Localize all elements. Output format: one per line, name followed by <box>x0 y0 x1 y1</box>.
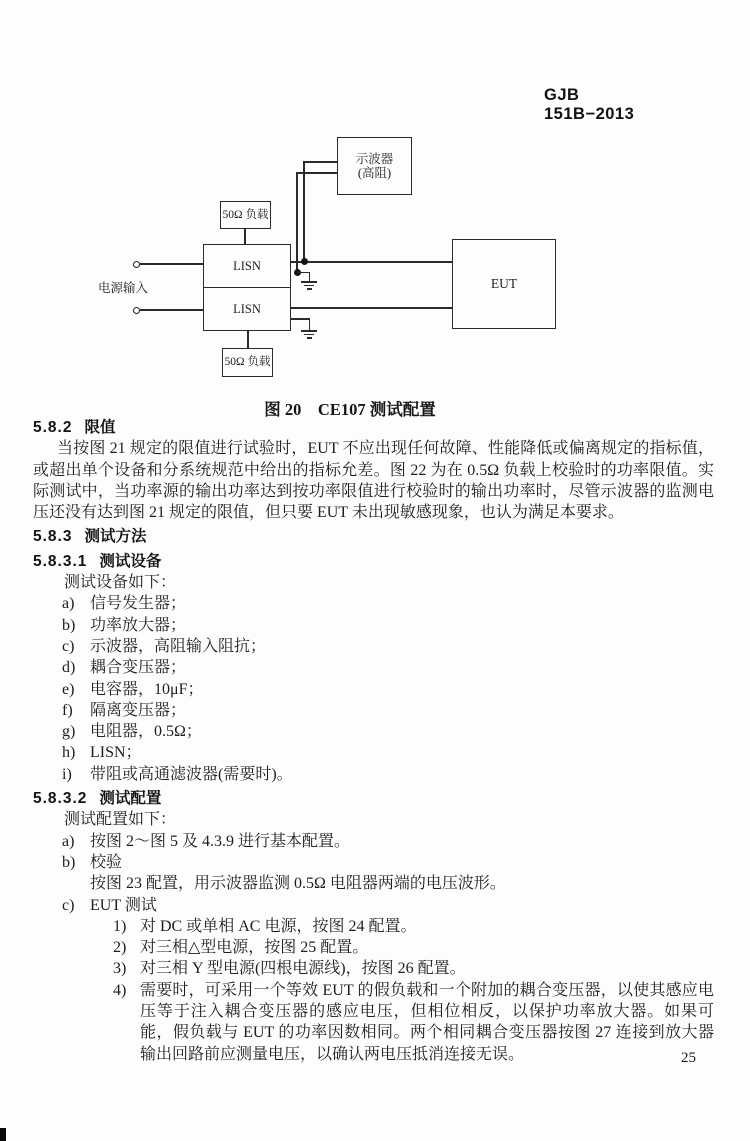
item-b-title: 校验 <box>90 853 123 871</box>
wire-lisn-eut-bottom <box>291 307 452 309</box>
list-label: a) <box>62 595 75 613</box>
list-text: 隔离变压器； <box>90 701 187 719</box>
list-item <box>33 700 714 721</box>
list-item <box>33 852 714 895</box>
sub-list-item <box>33 980 714 1065</box>
list-label: a) <box>62 832 75 850</box>
wire-ground2-h <box>291 318 310 320</box>
sub-list-text: 对三相 Y 型电源(四根电源线)，按图 26 配置。 <box>140 960 466 978</box>
load-bottom-label: 50Ω 负载 <box>224 356 271 368</box>
wire-load-bottom-stem <box>247 330 249 348</box>
wire-load-top-stem <box>244 229 246 244</box>
list-label: f) <box>62 701 73 719</box>
lisn-top-box <box>203 244 291 288</box>
ground2-icon <box>301 330 317 332</box>
heading-number: 5.8.3 <box>33 528 73 546</box>
list-item <box>33 764 714 785</box>
list-text: LISN； <box>90 744 142 762</box>
list-text: 示波器，高阻输入阻抗； <box>90 637 267 655</box>
heading-title: 限值 <box>84 419 116 436</box>
sub-list-item <box>33 937 714 958</box>
wire-scope-h1 <box>303 161 337 163</box>
oscilloscope-box <box>337 137 412 195</box>
list-item <box>33 831 714 852</box>
list-text <box>90 852 714 895</box>
heading-5-8-3-1 <box>33 551 714 572</box>
paragraph-5-8-2: 当按图 21 规定的限值进行试验时，EUT 不应出现任何故障、性能降低或偏离规定的指标值，或超出单个设备和分系统规范中给出的指标允差。图 22 为在 0.5Ω 负载上校验时的功率限值。实际测试中，当功率源的输出功率达到按功率限值进行校验时的输出功率时，尽管示波器的监测电压还没有达到图 21 规定的限值，但只要 EUT 未出现敏感现象，也认为满足本要求。 <box>33 440 714 522</box>
equipment-intro: 测试设备如下： <box>64 574 177 592</box>
heading-5-8-3-2 <box>33 788 714 809</box>
wire-scope-h2 <box>296 172 337 174</box>
sub-list-text: 对 DC 或单相 AC 电源，按图 24 配置。 <box>140 917 417 935</box>
sub-list-label: 2) <box>113 939 127 957</box>
sub-list-label: 1) <box>113 917 127 935</box>
page-number: 25 <box>681 1050 696 1066</box>
wire-scope-v2 <box>296 172 298 271</box>
list-text: 信号发生器； <box>90 595 187 613</box>
heading-number: 5.8.3.1 <box>33 552 88 570</box>
list-item <box>33 636 714 657</box>
list-label: b) <box>62 616 76 634</box>
lisn-bottom-label: LISN <box>233 301 261 316</box>
list-label: h) <box>62 744 76 762</box>
figure-caption: 图 20 CE107 测试配置 <box>264 400 436 419</box>
junction-dot-top <box>301 258 308 265</box>
sub-list-item <box>33 958 714 979</box>
list-text: 功率放大器； <box>90 616 187 634</box>
load-top-box <box>220 201 271 229</box>
list-label: g) <box>62 723 76 741</box>
list-text: 电容器，10μF； <box>90 680 204 698</box>
heading-number: 5.8.3.2 <box>33 790 88 808</box>
sub-list-text: 需要时，可采用一个等效 EUT 的假负载和一个附加的耦合变压器，以使其感应电压等于注入耦合变压器的感应电压，但相位相反，以保护功率放大器。如果可能，假负载与 EUT 的功率因数相同。两个相同耦合变压器按图 27 连接到放大器输出回路前应测量电压，以确认两电压抵消连接无误。 <box>140 981 714 1063</box>
wire-lisn-eut-top <box>291 261 452 263</box>
sub-list-label: 4) <box>113 981 127 999</box>
power-input-label: 电源输入 <box>98 281 149 295</box>
list-item <box>33 742 714 763</box>
list-label: d) <box>62 659 76 677</box>
wire-input-bottom <box>140 309 203 311</box>
lisn-bottom-box <box>203 287 291 331</box>
oscilloscope-label-line2: (高阻) <box>357 166 392 180</box>
list-item <box>33 657 714 678</box>
ground2-bar2 <box>304 334 314 336</box>
scan-artifact <box>0 1128 6 1141</box>
wire-input-top <box>140 263 203 265</box>
load-top-label: 50Ω 负载 <box>222 208 269 221</box>
sub-list-text: 对三相△型电源，按图 25 配置。 <box>140 939 369 957</box>
list-item <box>33 895 714 916</box>
list-item <box>33 679 714 700</box>
heading-5-8-3 <box>33 526 714 547</box>
heading-title: 测试设备 <box>99 552 162 570</box>
list-label: e) <box>62 680 75 698</box>
body-text <box>33 417 714 1065</box>
terminal-circle-bottom <box>133 307 140 314</box>
wire-ground1-v <box>309 272 311 282</box>
eut-label: EUT <box>490 276 518 291</box>
heading-number: 5.8.2 <box>33 419 73 436</box>
oscilloscope-label-line1: 示波器 <box>355 152 394 166</box>
list-text: 耦合变压器； <box>90 659 187 677</box>
list-item <box>33 615 714 636</box>
ground2-bar3 <box>307 337 312 339</box>
eut-box <box>452 239 556 329</box>
list-text: 按图 2～图 5 及 4.3.9 进行基本配置。 <box>90 832 351 850</box>
standard-number: GJB 151B−2013 <box>544 86 635 123</box>
list-text: 带阻或高通滤波器(需要时)。 <box>90 765 293 783</box>
ground1-bar3 <box>307 288 312 290</box>
item-b-text: 按图 23 配置，用示波器监测 0.5Ω 电阻器两端的电压波形。 <box>90 875 506 893</box>
item-c-title: EUT 测试 <box>90 896 157 914</box>
config-intro: 测试配置如下： <box>64 811 177 829</box>
load-bottom-box <box>222 348 273 377</box>
list-label: b) <box>62 853 76 871</box>
list-item <box>33 593 714 614</box>
list-item <box>33 721 714 742</box>
ground1-icon <box>301 281 317 283</box>
heading-5-8-2 <box>33 417 714 438</box>
sub-list-item <box>33 916 714 937</box>
lisn-top-label: LISN <box>233 259 261 273</box>
list-label: c) <box>62 637 75 655</box>
wire-scope-v1 <box>303 161 305 262</box>
heading-title: 测试配置 <box>99 790 162 808</box>
terminal-circle-top <box>133 261 140 268</box>
list-label: i) <box>62 765 72 783</box>
wire-ground2-v <box>309 318 311 330</box>
list-text: 电阻器，0.5Ω； <box>90 723 202 741</box>
sub-list-label: 3) <box>113 960 127 978</box>
heading-title: 测试方法 <box>84 528 147 546</box>
ground1-bar2 <box>304 285 314 287</box>
list-label: c) <box>62 896 75 914</box>
